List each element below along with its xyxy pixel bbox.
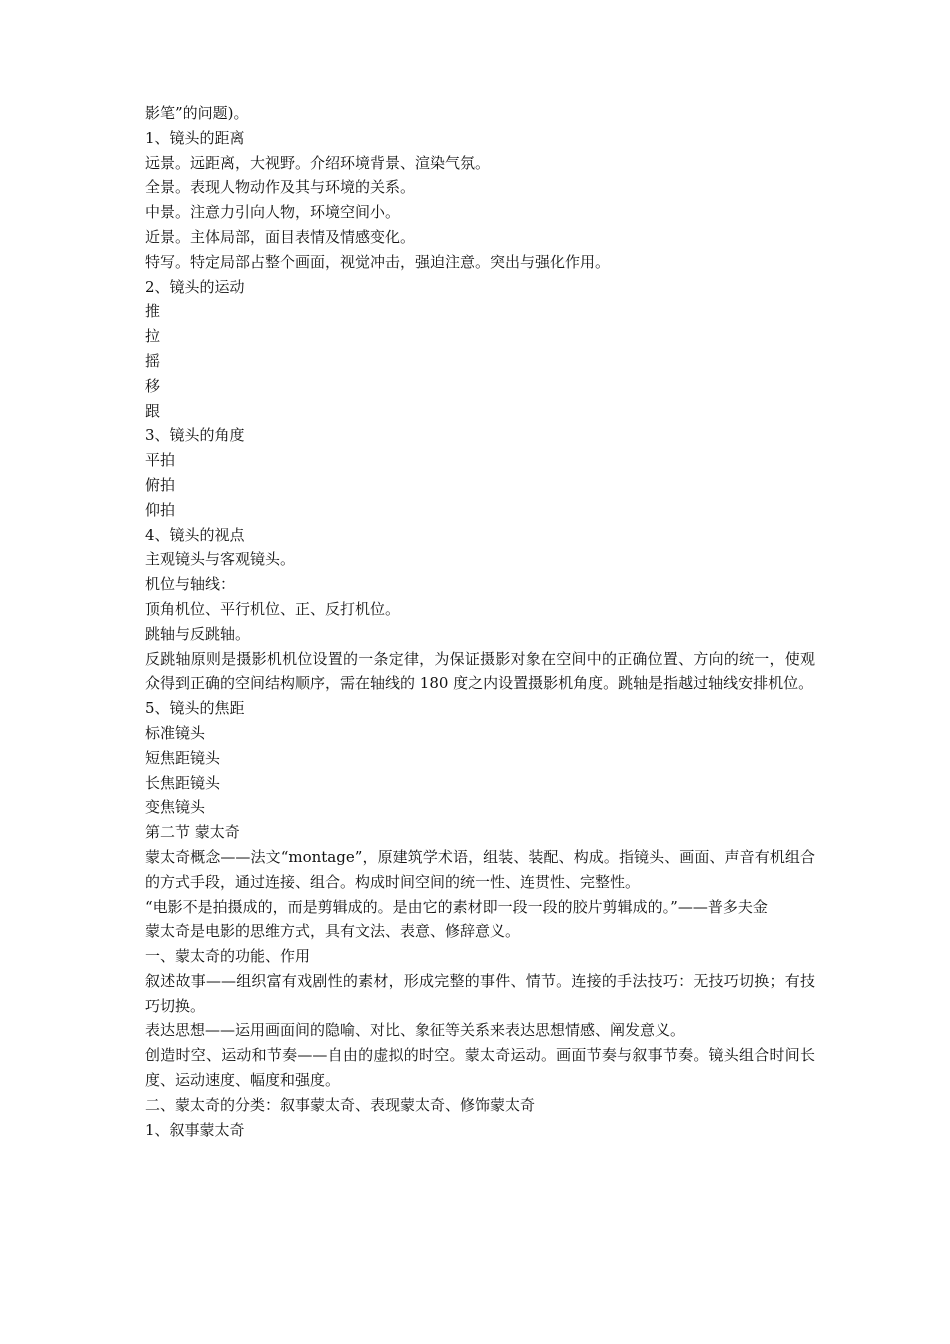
list-item: 仰拍 (145, 500, 176, 519)
list-item: 移 (145, 376, 161, 395)
section-heading: 3、镜头的角度 (145, 426, 245, 445)
text-line: 影笔”的问题)。 (145, 104, 249, 122)
list-item: 摇 (145, 351, 161, 370)
text-line: 特写。特定局部占整个画面，视觉冲击，强迫注意。突出与强化作用。 (145, 252, 611, 271)
text-line: 远景。远距离，大视野。介绍环境背景、渲染气氛。 (145, 153, 491, 172)
section-heading: 4、镜头的视点 (145, 525, 245, 544)
document-page (145, 101, 815, 1142)
section-heading: 二、蒙太奇的分类：叙事蒙太奇、表现蒙太奇、修饰蒙太奇 (145, 1095, 536, 1114)
text-line: 机位与轴线： (145, 575, 236, 594)
section-heading: 5、镜头的焦距 (145, 699, 245, 718)
list-item: 拉 (145, 327, 161, 346)
section-heading: 一、蒙太奇的功能、作用 (145, 947, 311, 966)
list-item: 跟 (145, 401, 161, 420)
paragraph: 叙述故事——组织富有戏剧性的素材，形成完整的事件、情节。连接的手法技巧：无技巧切换；有技巧切换。 (145, 971, 815, 1015)
section-heading: 2、镜头的运动 (145, 277, 245, 296)
list-item: 平拍 (145, 451, 176, 470)
paragraph: 反跳轴原则是摄影机机位设置的一条定律，为保证摄影对象在空间中的正确位置、方向的统一，使观众得到正确的空间结构顺序，需在轴线的 180 度之内设置摄影机角度。跳轴是指越过轴线安排机位。 (145, 649, 815, 693)
list-item: 变焦镜头 (145, 798, 206, 817)
chapter-heading: 第二节 蒙太奇 (145, 823, 240, 842)
text-line: 蒙太奇是电影的思维方式，具有文法、表意、修辞意义。 (145, 922, 521, 941)
section-heading: 1、镜头的距离 (145, 128, 245, 147)
list-item: 推 (145, 302, 161, 321)
list-item: 俯拍 (145, 475, 176, 494)
list-item: 长焦距镜头 (145, 773, 221, 792)
text-line: 中景。注意力引向人物，环境空间小。 (145, 203, 401, 222)
text-line: 表达思想——运用画面间的隐喻、对比、象征等关系来表达思想情感、阐发意义。 (145, 1021, 686, 1040)
list-item: 标准镜头 (145, 723, 206, 742)
text-line: 顶角机位、平行机位、正、反打机位。 (145, 599, 401, 618)
paragraph: 蒙太奇概念——法文“montage”，原建筑学术语，组装、装配、构成。指镜头、画面、声音有机组合的方式手段，通过连接、组合。构成时间空间的统一性、连贯性、完整性。 (145, 847, 815, 891)
list-item: 短焦距镜头 (145, 748, 221, 767)
text-line: 近景。主体局部，面目表情及情感变化。 (145, 227, 416, 246)
text-line: 主观镜头与客观镜头。 (145, 550, 296, 569)
text-line: 全景。表现人物动作及其与环境的关系。 (145, 178, 416, 197)
quote-paragraph: “电影不是拍摄成的，而是剪辑成的。是由它的素材即一段一段的胶片剪辑成的。”——普多夫金 (145, 897, 768, 916)
text-line: 跳轴与反跳轴。 (145, 624, 251, 643)
paragraph: 创造时空、运动和节奏——自由的虚拟的时空。蒙太奇运动。画面节奏与叙事节奏。镜头组合时间长度、运动速度、幅度和强度。 (145, 1046, 815, 1090)
section-heading: 1、叙事蒙太奇 (145, 1120, 245, 1139)
